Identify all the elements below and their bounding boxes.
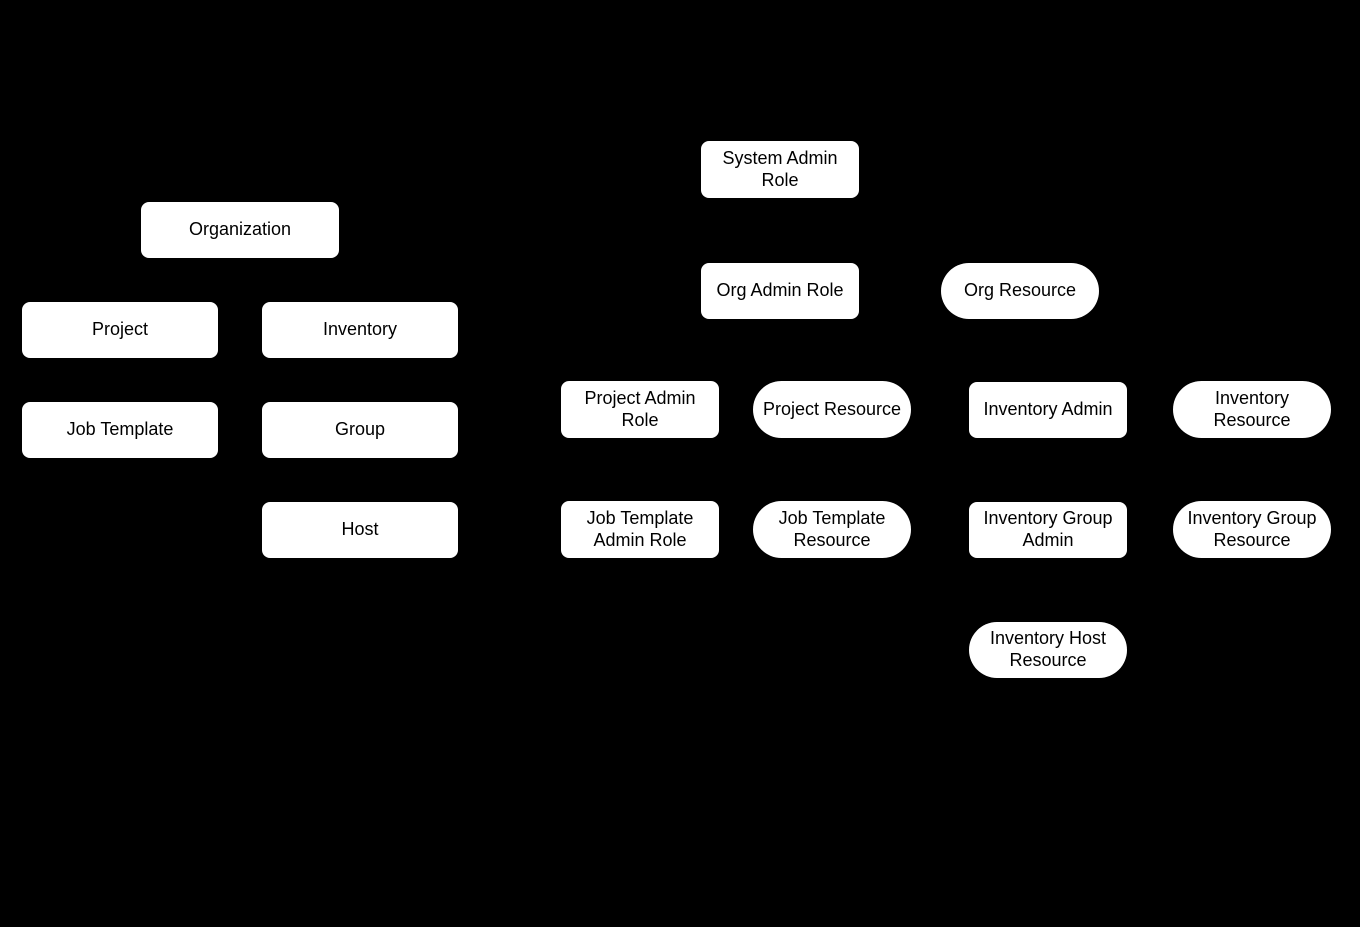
node-org-admin-role: Org Admin Role bbox=[701, 263, 859, 319]
node-org-resource: Org Resource bbox=[941, 263, 1099, 319]
node-organization: Organization bbox=[141, 202, 339, 258]
node-job-template-resource: Job Template Resource bbox=[753, 501, 911, 558]
node-inventory-admin: Inventory Admin bbox=[969, 382, 1127, 438]
node-job-template-admin-role: Job Template Admin Role bbox=[561, 501, 719, 558]
node-project-admin-role: Project Admin Role bbox=[561, 381, 719, 438]
node-job-template: Job Template bbox=[22, 402, 218, 458]
node-system-admin-role: System Admin Role bbox=[701, 141, 859, 198]
node-inventory-resource: Inventory Resource bbox=[1173, 381, 1331, 438]
node-inventory-group-resource: Inventory Group Resource bbox=[1173, 501, 1331, 558]
node-project: Project bbox=[22, 302, 218, 358]
node-inventory-group-admin: Inventory Group Admin bbox=[969, 502, 1127, 558]
node-inventory: Inventory bbox=[262, 302, 458, 358]
node-group: Group bbox=[262, 402, 458, 458]
node-inventory-host-resource: Inventory Host Resource bbox=[969, 622, 1127, 678]
node-host: Host bbox=[262, 502, 458, 558]
node-project-resource: Project Resource bbox=[753, 381, 911, 438]
